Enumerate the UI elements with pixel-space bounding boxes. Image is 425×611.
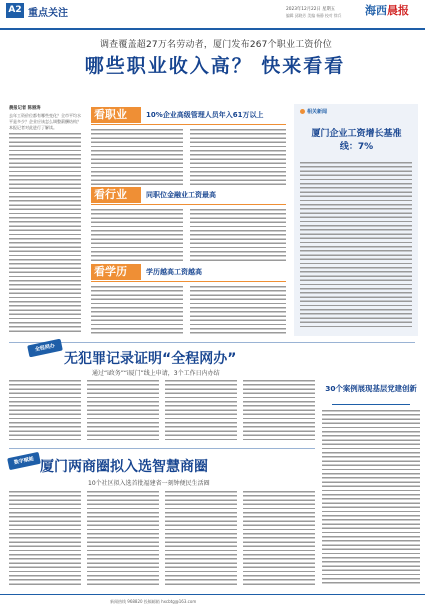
box-rule-3 xyxy=(91,281,286,282)
article2-headline: 无犯罪记录证明“全程网办” xyxy=(64,351,237,367)
box-rule-1 xyxy=(91,124,286,125)
article4-title: 30个案例展现基层党建创新 xyxy=(325,384,417,393)
brand-text-a: 海西 xyxy=(365,4,387,17)
article2-sub: 通过“i政务”“i厦门”线上申请，3个工作日内办结 xyxy=(92,370,220,377)
article2-col2 xyxy=(87,380,159,440)
brand-logo xyxy=(365,2,409,20)
related-news-title: 厦门企业工资增长基准线：7% xyxy=(311,129,402,152)
article3-col1 xyxy=(9,491,81,587)
related-news-body xyxy=(300,162,412,330)
box-title-2: 同职位金融业工资最高 xyxy=(146,191,216,199)
page-tag: A2 xyxy=(6,3,24,18)
box-rule-2 xyxy=(91,204,286,205)
box-body-3a xyxy=(91,286,183,334)
article2-badge: 全程网办 xyxy=(27,339,63,358)
box-tag-1: 看职业 xyxy=(91,107,141,123)
box-body-1a xyxy=(91,129,183,185)
box-body-2a xyxy=(91,209,183,261)
date-line: 2023年12月22日 星期五 xyxy=(286,7,336,12)
article2-col1 xyxy=(9,380,81,440)
box-title-3: 学历越高工资越高 xyxy=(146,268,202,276)
article3-col4 xyxy=(243,491,315,587)
article1-byline: 晨报记者 陈丽涛 xyxy=(9,106,41,111)
article1-lead: 去年工资价位都有哪些变化？全市平均水平是多少？企业应该怎么调整薪酬结构？本报记者对此进行了解读。 xyxy=(9,113,81,130)
article4-panel xyxy=(322,384,420,588)
article4-rule xyxy=(332,404,410,405)
article3-sub: 10个社区拟入选首批福建省一刻钟便民生活圈 xyxy=(88,480,210,487)
article3-col2 xyxy=(87,491,159,587)
footer-text: 新闻热线 968820 投稿邮箱 hxcbtg@163.com xyxy=(110,599,197,604)
box-tag-2: 看行业 xyxy=(91,187,141,203)
article4-body xyxy=(322,410,420,586)
related-news-panel xyxy=(294,104,418,336)
article2-divider xyxy=(9,342,415,343)
article2-col3 xyxy=(165,380,237,440)
page-footer xyxy=(0,594,425,611)
box-body-3b xyxy=(190,286,286,334)
article1-body-left xyxy=(9,133,81,333)
article3-headline: 厦门两商圈拟入选智慧商圈 xyxy=(40,459,208,475)
article1-headline: 哪些职业收入高？ 快来看看 xyxy=(84,55,346,77)
section-title: 重点关注 xyxy=(28,8,68,19)
editor-line: 编辑 邱晓芳 美编 杨静 校对 徐兵 xyxy=(286,13,342,18)
box-title-1: 10%企业高级管理人员年入61万以上 xyxy=(146,111,264,119)
article2-col4 xyxy=(243,380,315,440)
article3-col3 xyxy=(165,491,237,587)
page-header xyxy=(0,0,425,30)
related-news-head xyxy=(300,108,327,115)
brand-text-b: 晨报 xyxy=(387,4,409,17)
article1-kicker: 调查覆盖超27万名劳动者，厦门发布267个职业工资价位 xyxy=(99,40,333,50)
article3-divider xyxy=(9,448,315,449)
article3-badge: 数字赋能 xyxy=(7,452,41,470)
box-tag-3: 看学历 xyxy=(91,264,141,280)
box-body-1b xyxy=(190,129,286,185)
related-news-icon xyxy=(300,109,305,114)
box-body-2b xyxy=(190,209,286,261)
related-news-head-text: 相关新闻 xyxy=(307,109,328,115)
